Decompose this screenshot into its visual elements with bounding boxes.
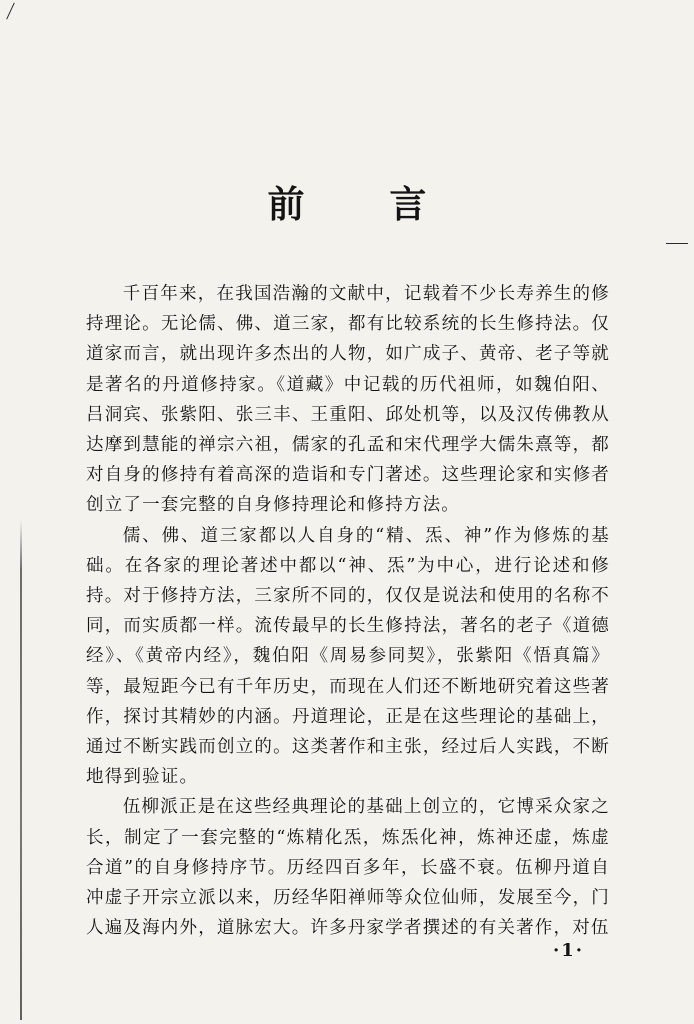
body-text xyxy=(86,279,610,943)
page-title: 前 言 xyxy=(267,183,463,226)
binding-edge xyxy=(20,520,22,1020)
scan-edge-mark xyxy=(666,243,688,244)
page-number: ·1· xyxy=(553,940,585,961)
paragraph-1: 千百年来，在我国浩瀚的文献中，记载着不少长寿养生的修持理论。无论儒、佛、道三家，都有比较系统的长生修持法。仅道家而言，就出现许多杰出的人物，如广成子、黄帝、老子等就是著名的丹道修持家。《道藏》中记载的历代祖师，如魏伯阳、吕洞宾、张紫阳、张三丰、王重阳、邱处机等，以及汉传佛教从达摩到慧能的禅宗六祖，儒家的孔孟和宋代理学大儒朱熹等，都对自身的修持有着高深的造诣和专门著述。这些理论家和实修者创立了一套完整的自身修持理论和修持方法。 xyxy=(86,284,610,516)
paragraph-2: 儒、佛、道三家都以人自身的“精、炁、神”作为修炼的基础。在各家的理论著述中都以“神、炁”为中心，进行论述和修持。对于修持方法，三家所不同的，仅仅是说法和使用的名称不同，而实质都一样。流传最早的长生修持法，著名的老子《道德经》、《黄帝内经》，魏伯阳《周易参同契》，张紫阳《悟真篇》等，最短距今已有千年历史，而现在人们还不断地研究着这些著作，探讨其精妙的内涵。丹道理论，正是在这些理论的基础上，通过不断实践而创立的。这类著作和主张，经过后人实践，不断地得到验证。 xyxy=(86,525,610,788)
paragraph-3: 伍柳派正是在这些经典理论的基础上创立的，它博采众家之长，制定了一套完整的“炼精化炁，炼炁化神，炼神还虚，炼虚合道”的自身修持序节。历经四百多年，长盛不衰。伍柳丹道自冲虚子开宗立派以来，历经华阳禅师等众位仙师，发展至今，门人遍及海内外，道脉宏大。许多丹家学者撰述的有关著作，对伍 xyxy=(86,797,610,939)
scan-corner-mark xyxy=(6,3,15,20)
